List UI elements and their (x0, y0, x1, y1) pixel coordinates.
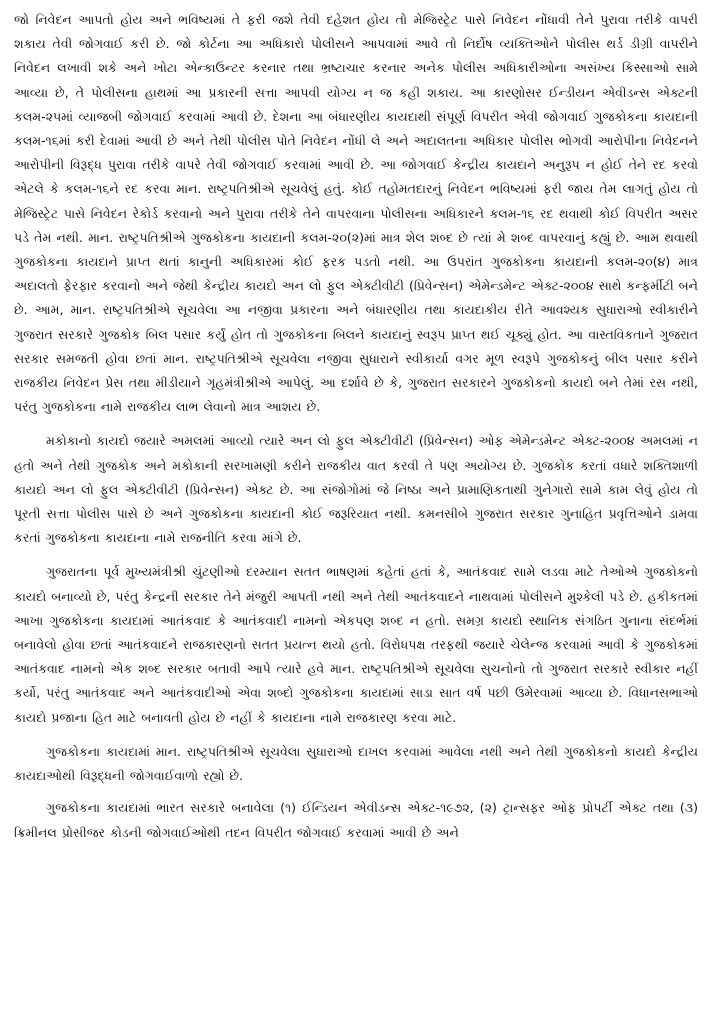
paragraph-1: જો નિવેદન આપતો હોય અને ભવિષ્યમાં તે ફરી જશે તેવી દહેશત હોય તો મેજિસ્ટ્રેટ પાસે નિવેદન નોંધાવી તેને પુરાવા તરીકે વાપરી શકાય તેવી જોગવાઈ કરી છે. જો કોર્ટના આ અધિકારો પોલીસને આપવામાં આવે તો નિર્દોષ વ્યક્તિઓને પોલીસ થર્ડ ડીગ્રી વાપરીને નિવેદન લખાવી શકે અને ખોટા એન્કાઉન્ટર કરનાર તથા ભ્રષ્ટાચાર કરનાર અનેક પોલીસ અધિકારીઓના અસંખ્ય કિસ્સાઓ સામે આવ્યા છે, તે પોલીસના હાથમાં આ પ્રકારની સત્તા આપવી યોગ્ય ન જ કહી શકાય. આ કારણોસર ઈન્ડીયન એવીડન્સ એક્ટની કલમ-૨૫માં વ્યાજબી જોગવાઈ કરવામાં આવી છે. દેશના આ બંધારણીય કાયદાથી સંપૂર્ણ વિપરીત એવી જોગવાઈ ગુજકોકના કાયદાની કલમ-૧૬માં કરી દેવામાં આવી છે અને તેથી પોલીસ પોતે નિવેદન નોંધી લે અને અદાલતના અધિકાર પોલીસ ભોગવી આરોપીના નિવેદનને આરોપીની વિરૂદ્ધ પુરાવા તરીકે વાપરે તેવી જોગવાઈ કરવામાં આવી છે. આ જોગવાઈ કેન્દ્રીય કાયદાને અનુરૂપ ન હોઈ તેને રદ કરવો એટલે કે કલમ-૧૬ને રદ કરવા માન. રાષ્ટ્રપતિશ્રીએ સૂચવેલું હતું. કોઈ તહોમતદારનું નિવેદન ભવિષ્યમાં ફરી જાય તેમ લાગતું હોય તો મેજિસ્ટ્રેટ પાસે નિવેદન રેકોર્ડ કરવાનો અને પુરાવા તરીકે તેને વાપરવાના પોલીસના અધિકારને કલમ-૧૬ રદ થવાથી કોઈ વિપરીત અસર પડે તેમ નથી. માન. રાષ્ટ્રપતિશ્રીએ ગુજકોકના કાયદાની કલમ-૨૦(૨)માં માત્ર શેલ શબ્દ છે ત્યાં મે શબ્દ વાપરવાનું કહ્યું છે. આમ થવાથી ગુજકોકના કાયદાને પ્રાપ્ત થતાં કાનુની અધિકારમાં કોઈ ફરક પડતો નથી. આ ઉપરાંત ગુજકોકના કાયદાની કલમ-૨૦(૪) માત્ર અદાલતો ફેરફાર કરવાનો અને જેથી કેન્દ્રીય કાયદો અન લો ફુલ એક્ટીવીટી (પ્રિવેન્સન) એમેન્ડમેન્ટ એક્ટ-૨૦૦૪ સાથે કન્ફર્મીટી બને છે. આમ, માન. રાષ્ટ્રપતિશ્રીએ સૂચવેલા આ નજીવા પ્રકારના અને બંધારણીય તથા કાયદાકીય રીતે આવશ્યક સુધારાઓ સ્વીકારીને ગુજરાત સરકારે ગુજકોક બિલ પસાર કર્યું હોત તો ગુજકોકના બિલને કાયદાનું સ્વરૂપ પ્રાપ્ત થઈ ચૂક્યું હોત. આ વાસ્તવિકતાને ગુજરાત સરકાર સમજતી હોવા છતાં માન. રાષ્ટ્રપતિશ્રીએ સૂચવેલા નજીવા સુધારાને સ્વીકાર્યા વગર મૂળ સ્વરૂપે ગુજકોકનું બીલ પસાર કરીને રાજકીય નિવેદન પ્રેસ તથા મીડીયાને ગૃહમંત્રીશ્રીએ આપેલું. આ દર્શાવે છે કે, ગુજરાત સરકારને ગુજકોકનો કાયદો બને તેમાં રસ નથી, પરંતુ ગુજકોકના નામે રાજકીય લાભ લેવાનો માત્ર આશય છે. (14, 12, 698, 415)
paragraph-4: ગુજકોકના કાયદામાં માન. રાષ્ટ્રપતિશ્રીએ સૂચવેલા સુધારાઓ દાખલ કરવામાં આવેલા નથી અને તેથી ગુજકોકનો કાયદો કેન્દ્રીય કાયદાઓથી વિરૂદ્ધની જોગવાઈવાળો રહ્યો છે. (14, 743, 698, 784)
paragraph-5: ગુજકોકના કાયદામાં ભારત સરકારે બનાવેલા (૧) ઈન્ડિયન એવીડન્સ એક્ટ-૧૯૭૨, (૨) ટ્રાન્સફર ઓફ પ્રોપર્ટી એક્ટ તથા (૩) ક્રિમીનલ પ્રોસીજર કોડની જોગવાઈઓથી તદન વિપરીત જોગવાઈ કરવામાં આવી છે અને (14, 800, 698, 840)
paragraph-3: ગુજરાતના પૂર્વ મુખ્યમંત્રીશ્રી ચુંટણીઓ દરમ્યાન સતત ભાષણમાં કહેતાં હતાં કે, આતંકવાદ સામે લડવા માટે તેઓએ ગુજકોકનો કાયદો બનાવ્યો છે, પરંતુ કેન્દ્રની સરકાર તેને મંજુરી આપતી નથી અને તેથી આતંકવાદને નાથવામાં પોલીસને મુશ્કેલી પડે છે. હકીકતમાં આખા ગુજકોકના કાયદામાં આતંકવાદ કે આતંકવાદી નામનો એકપણ શબ્દ ન હતો. સમગ્ર કાયદો સ્થાનિક સંગઠિત ગુનાના સંદર્ભમાં બનાવેલો હોવા છતાં આતંકવાદને રાજકારણનો સતત પ્રયત્ન થયો હતો. વિરોધપક્ષ તરફથી જયારે ચેલેન્જ કરવામાં આવી કે ગુજકોકમાં આતંકવાદ નામનો એક શબ્દ સરકાર બતાવી આપે ત્યારે હવે માન. રાષ્ટ્રપતિશ્રીએ સૂચવેલા સુચનોનો તો ગુજરાત સરકારે સ્વીકાર નહીં કર્યો, પરંતુ આતંકવાદ અને આતંકવાદીઓ એવા શબ્દો ગુજકોકના કાયદામાં સાડા સાત વર્ષ પછી ઉમેરવામાં આવ્યા છે. વિધાનસભાઓ કાયદો પ્રજાના હિત માટે બનાવતી હોય છે નહીં કે કાયદાના નામે રાજકારણ કરવા માટે. (14, 564, 698, 725)
paragraph-2: મકોકાનો કાયદો જયારે અમલમાં આવ્યો ત્યારે અન લો ફુલ એક્ટીવીટી (પ્રિવેન્સન) ઓફ એમેન્ડમેન્ટ એક્ટ-૨૦૦૪ અમલમાં ન હતો અને તેથી ગુજકોક અને મકોકાની સરખામણી કરીને રાજકીય વાત કરવી તે પણ અયોગ્ય છે. ગુજકોક કરતાં વધારે શક્તિશાળી કાયદો અન લો ફુલ એક્ટીવીટી (પ્રિવેન્સન) એક્ટ છે. આ સંજોગોમાં જે નિષ્ઠા અને પ્રામાણિકતાથી ગુનેગારો સામે કામ લેવું હોય તો પૂરતી સત્તા પોલીસ પાસે છે અને ગુજકોકના કાયદાની કોઈ જરૂરિયાત નથી. કમનસીબે ગુજરાત સરકાર ગુનાહિત પ્રવૃત્તિઓને ડામવા કરતાં ગુજકોકના કાયદાના નામે રાજનીતિ કરવા માંગે છે. (14, 433, 698, 546)
document-page (14, 8, 698, 855)
